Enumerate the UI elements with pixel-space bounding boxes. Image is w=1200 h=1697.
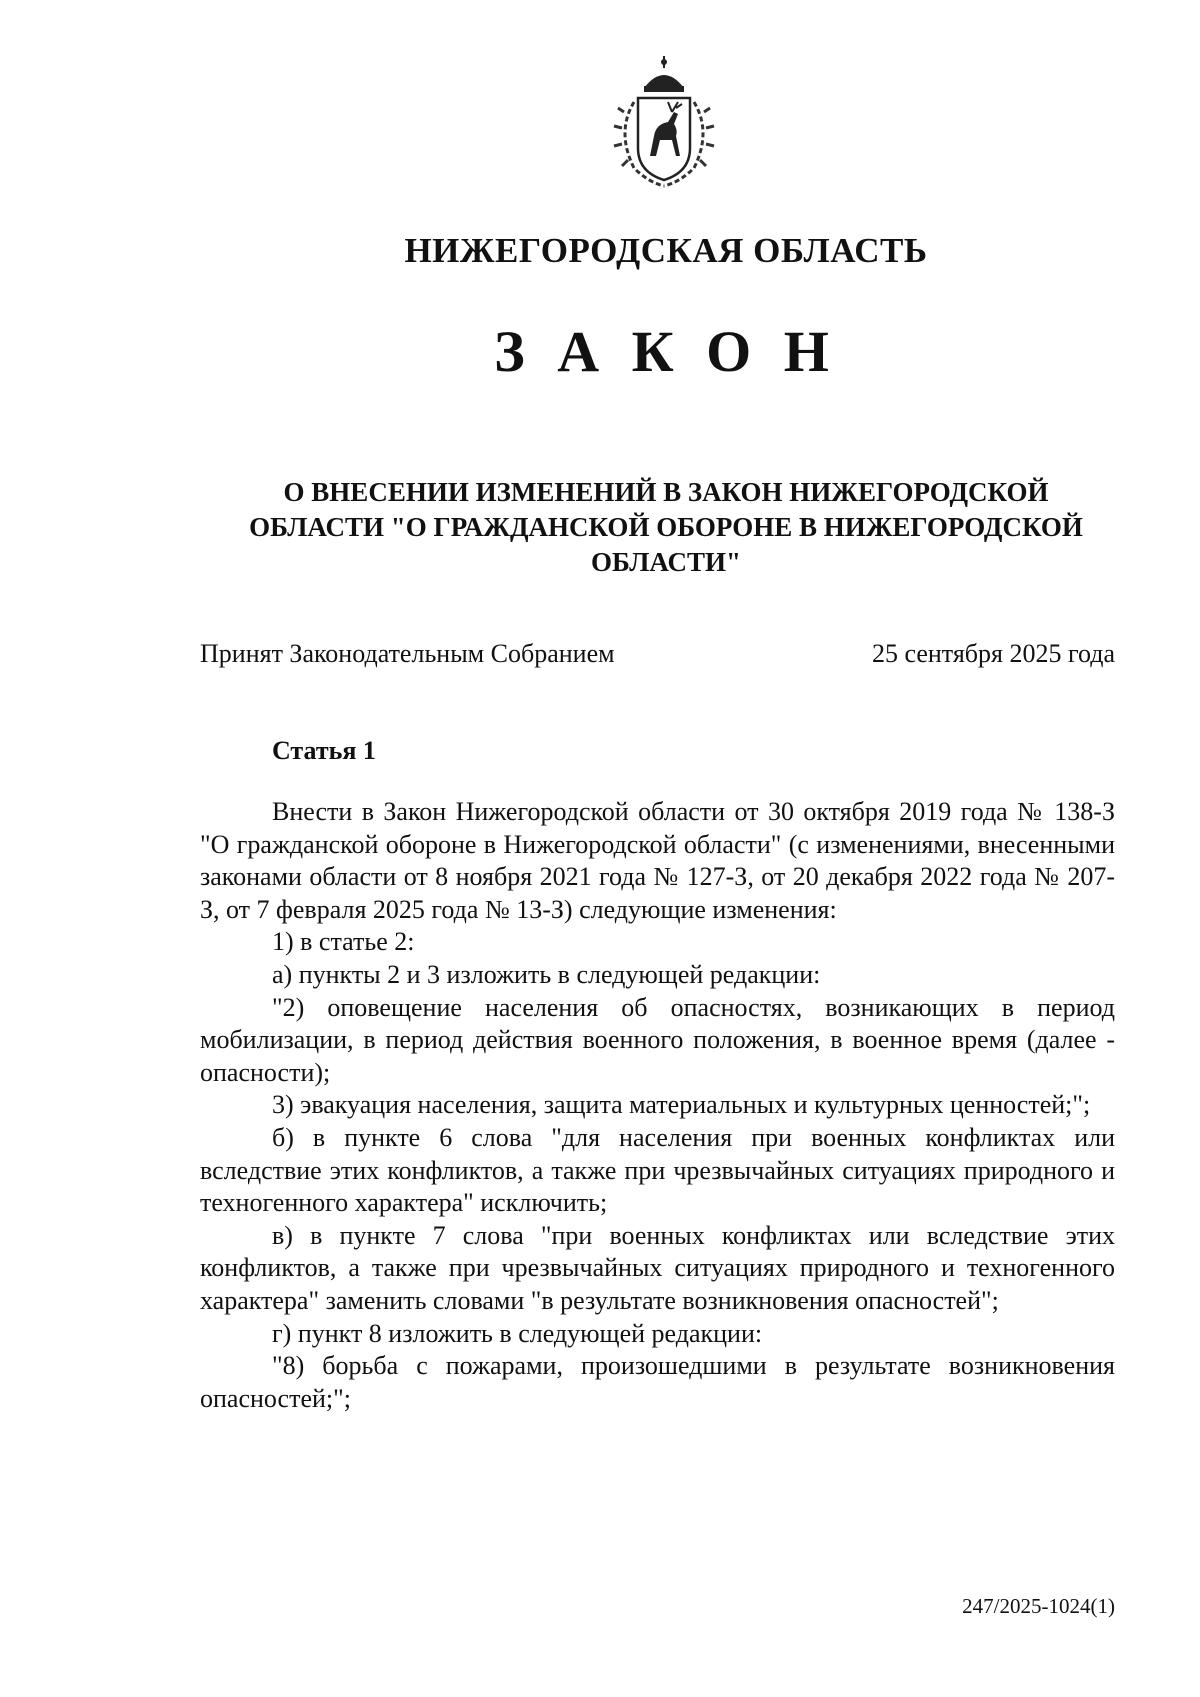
- article-paragraph: "8) борьба с пожарами, произошедшими в результате возникновения опасностей;";: [200, 1351, 1115, 1413]
- article-paragraph: а) пункты 2 и 3 изложить в следующей редакции:: [272, 959, 821, 989]
- article-heading: Статья 1: [272, 736, 376, 765]
- coat-of-arms-icon: [598, 52, 730, 192]
- law-subject-line: ОБЛАСТИ "О ГРАЖДАНСКОЙ ОБОРОНЕ В НИЖЕГОРОДСКОЙ: [249, 512, 1083, 542]
- article-paragraph: 1) в статье 2:: [272, 927, 415, 957]
- law-subject-line: ОБЛАСТИ": [591, 547, 741, 577]
- article-paragraph: 3) эвакуация населения, защита материальных и культурных ценностей;";: [272, 1090, 1091, 1120]
- law-title: З А К О Н: [494, 319, 838, 384]
- law-subject-title: [200, 475, 1132, 580]
- adoption-date: 25 сентября 2025 года: [871, 639, 1115, 668]
- article-paragraph: в) в пункте 7 слова "при военных конфликтах или вследствие этих конфликтов, а также при чрезвычайных ситуациях природного и техногенного характера" заменить словами "в результате возникновения опасностей";: [200, 1220, 1115, 1315]
- article-paragraph: Внести в Закон Нижегородской области от 30 октября 2019 года № 138-З "О гражданской обороне в Нижегородской области" (с изменениями, внесенными законами области от 8 ноября 2021 года № 127-З, от 20 декабря 2022 года № 207-З, от 7 февраля 2025 года № 13-З) следующие изменения:: [200, 797, 1115, 924]
- document-number: 247/2025-1024(1): [962, 1594, 1115, 1618]
- region-title: НИЖЕГОРОДСКАЯ ОБЛАСТЬ: [404, 231, 928, 270]
- article-paragraph: б) в пункте 6 слова "для населения при военных конфликтах или вследствие этих конфликтов, а также при чрезвычайных ситуациях природного и техногенного характера" исключить;: [200, 1122, 1115, 1218]
- law-subject-line: О ВНЕСЕНИИ ИЗМЕНЕНИЙ В ЗАКОН НИЖЕГОРОДСКОЙ: [283, 477, 1049, 507]
- article-body: [200, 796, 1115, 1415]
- adopted-by: Принят Законодательным Собранием: [200, 639, 615, 668]
- article-paragraph: "2) оповещение населения об опасностях, возникающих в период мобилизации, в период действия военного положения, в военное время (далее - опасности);: [200, 992, 1115, 1087]
- article-paragraph: г) пункт 8 изложить в следующей редакции:: [272, 1318, 763, 1348]
